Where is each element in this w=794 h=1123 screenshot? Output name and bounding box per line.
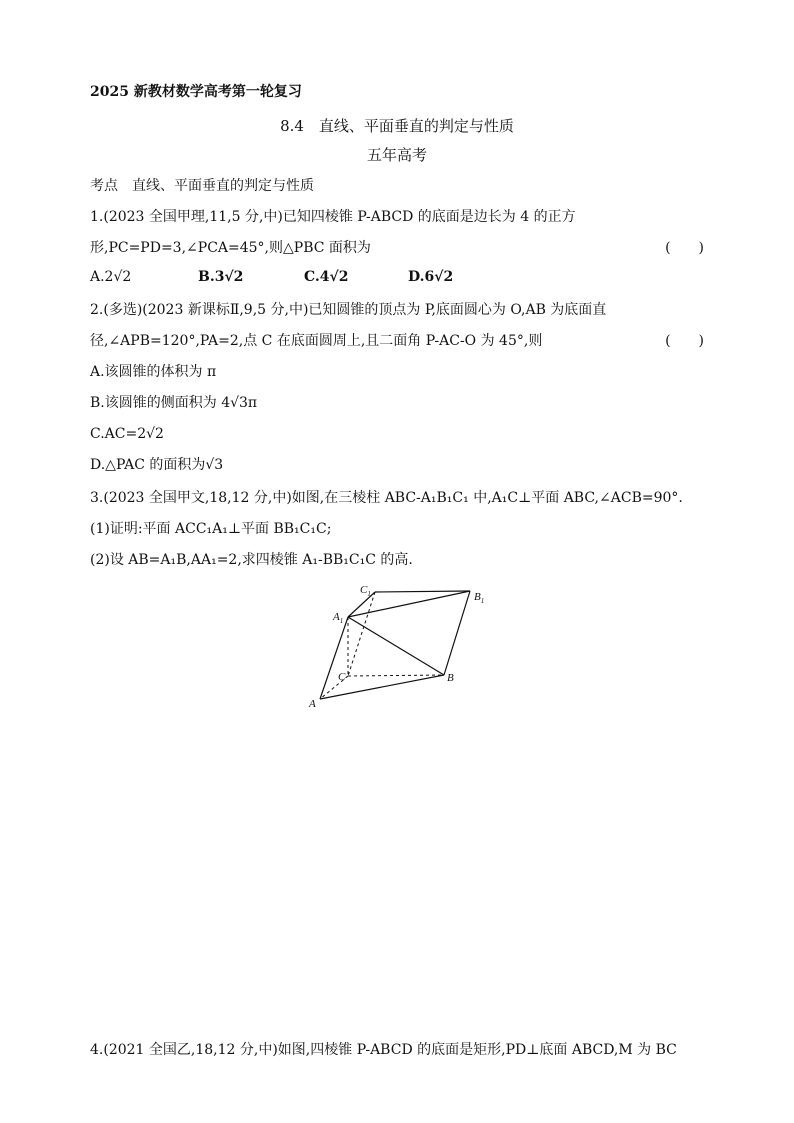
section-subtitle: 五年高考 [366,146,427,164]
q3-part2: (2)设 AB=A₁B,AA₁=2,求四棱锥 A₁-BB₁C₁C 的高. [90,552,413,568]
topic-heading: 考点 直线、平面垂直的判定与性质 [90,178,314,194]
label-c: C [338,671,346,683]
label-c1: $C_1$ [360,584,371,598]
label-a: A [309,698,316,710]
q2-option-b: B.该圆锥的侧面积为 4√3π [90,395,258,411]
document-header: 2025 新教材数学高考第一轮复习 [90,84,302,100]
edge-c1-b1 [375,591,470,592]
edge-a1-b [348,617,444,675]
q1-stem-text: 形,PC=PD=3,∠PCA=45°,则△PBC 面积为 [90,240,371,256]
edge-b1-b [444,591,470,675]
edge-c-b-hidden [348,675,444,676]
edge-a1-a [320,617,348,699]
q1-answer-paren: ( ) [665,240,704,256]
label-a1: $A_1$ [333,611,344,625]
q3-part1: (1)证明:平面 ACC₁A₁⊥平面 BB₁C₁C; [90,521,332,537]
label-b1: $B_1$ [474,591,485,605]
q2-option-a: A.该圆锥的体积为 π [90,364,217,380]
q1-option-a: A.2√2 [90,269,132,285]
q2-option-d: D.△PAC 的面积为√3 [90,457,224,473]
prism-figure [300,578,500,713]
label-b: B [447,672,454,684]
q2-stem-line1: 2.(多选)(2023 新课标Ⅱ,9,5 分,中)已知圆锥的顶点为 P,底面圆心为 O,AB 为底面直 [90,302,607,318]
prism-diagram [300,578,500,713]
q1-option-d: D.6√2 [408,269,454,285]
q2-answer-paren: ( ) [665,333,704,349]
q1-option-c: C.4√2 [304,269,349,285]
q2-stem-line2 [90,331,704,351]
q1-options [90,269,704,289]
q2-stem-text: 径,∠APB=120°,PA=2,点 C 在底面圆周上,且二面角 P-AC-O 为 45°,则 [90,333,543,349]
q1-stem-line2 [90,238,704,258]
q1-option-b: B.3√2 [198,269,244,285]
section-title: 8.4 直线、平面垂直的判定与性质 [280,117,514,135]
q4-stem: 4.(2021 全国乙,18,12 分,中)如图,四棱锥 P-ABCD 的底面是矩形,PD⊥底面 ABCD,M 为 BC [90,1042,677,1058]
q1-stem-line1: 1.(2023 全国甲理,11,5 分,中)已知四棱锥 P-ABCD 的底面是边长为 4 的正方 [90,209,576,225]
q2-option-c: C.AC=2√2 [90,426,164,442]
q3-stem: 3.(2023 全国甲文,18,12 分,中)如图,在三棱柱 ABC-A₁B₁C₁ 中,A₁C⊥平面 ABC,∠ACB=90°. [90,490,683,506]
